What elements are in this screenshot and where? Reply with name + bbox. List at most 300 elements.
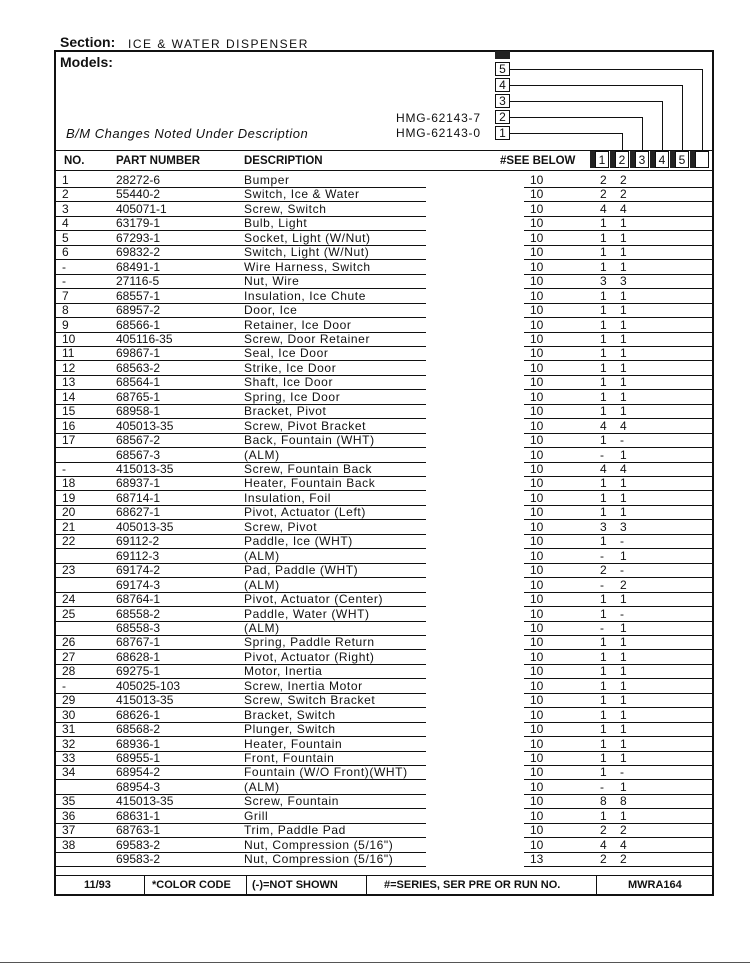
qty-series-1: 1 <box>600 245 607 260</box>
see-below-value: 10 <box>530 404 544 419</box>
table-row <box>54 245 714 259</box>
qty-series-2: 1 <box>620 779 627 794</box>
see-below-value: 10 <box>530 303 544 318</box>
table-row <box>54 809 714 823</box>
qty-series-2: 4 <box>620 462 627 476</box>
qty-series-2: 1 <box>620 620 627 635</box>
part-number: 68767-1 <box>116 635 161 650</box>
see-below-value: 10 <box>530 360 544 375</box>
item-number: 27 <box>62 649 76 664</box>
page-bottom-rule <box>0 962 750 963</box>
qty-series-1: 3 <box>600 274 607 289</box>
see-below-value: 10 <box>530 837 544 852</box>
table-row <box>54 346 714 360</box>
col-header-series-5b <box>695 151 709 168</box>
part-number: 69832-2 <box>116 245 161 260</box>
see-below-value: 10 <box>530 245 544 260</box>
part-number: 68626-1 <box>116 707 161 722</box>
part-number: 68764-1 <box>116 592 161 607</box>
item-number: 24 <box>62 592 76 607</box>
see-below-value: 10 <box>530 823 544 838</box>
footer-color-code: *COLOR CODE <box>152 879 231 891</box>
item-number: 16 <box>62 418 76 433</box>
qty-series-2: - <box>620 563 624 578</box>
see-below-value: 10 <box>530 649 544 664</box>
qty-series-1: 1 <box>600 346 607 361</box>
table-row <box>54 274 714 288</box>
part-number: 69867-1 <box>116 346 161 361</box>
model-name: HMG-62143-0 <box>396 126 481 140</box>
part-description: Switch, Ice & Water <box>244 187 360 202</box>
qty-series-2: 1 <box>620 346 627 361</box>
qty-series-1: 1 <box>600 664 607 679</box>
see-below-value: 10 <box>530 173 544 187</box>
part-number: 68557-1 <box>116 288 161 303</box>
item-number: 34 <box>62 765 76 780</box>
part-number: 68765-1 <box>116 389 161 404</box>
qty-series-1: 1 <box>600 230 607 245</box>
see-below-value: 10 <box>530 678 544 693</box>
table-row <box>54 578 714 592</box>
qty-series-2: 3 <box>620 274 627 289</box>
col-header-description: DESCRIPTION <box>244 155 323 167</box>
see-below-value: 10 <box>530 765 544 780</box>
part-description: Wire Harness, Switch <box>244 259 371 274</box>
col-header-see-below: #SEE BELOW <box>500 155 576 167</box>
table-row <box>54 187 714 201</box>
part-number: 69174-3 <box>116 577 161 592</box>
part-description: Fountain (W/O Front)(WHT) <box>244 765 408 780</box>
qty-series-1: 3 <box>600 519 607 534</box>
qty-series-1: 2 <box>600 173 607 187</box>
table-row <box>54 621 714 635</box>
qty-series-1: - <box>600 548 604 563</box>
item-number: 18 <box>62 476 76 491</box>
qty-series-2: 2 <box>620 173 627 187</box>
qty-series-2: 4 <box>620 201 627 216</box>
see-below-value: 10 <box>530 274 544 289</box>
table-row <box>54 361 714 375</box>
table-row <box>54 303 714 317</box>
part-number: 68958-1 <box>116 404 161 419</box>
col-header-series-2: 2 <box>615 151 629 168</box>
qty-series-1: 1 <box>600 360 607 375</box>
qty-series-1: 1 <box>600 678 607 693</box>
qty-series-2: 1 <box>620 808 627 823</box>
series-box-1: 1 <box>495 126 510 140</box>
item-number: 28 <box>62 664 76 679</box>
part-description: Screw, Switch Bracket <box>244 693 376 708</box>
qty-series-1: 1 <box>600 592 607 607</box>
see-below-value: 10 <box>530 389 544 404</box>
qty-series-1: 4 <box>600 462 607 476</box>
qty-series-2: 1 <box>620 505 627 520</box>
table-row <box>54 722 714 736</box>
table-row <box>54 202 714 216</box>
table-row <box>54 852 714 866</box>
item-number: 20 <box>62 505 76 520</box>
see-below-value: 10 <box>530 563 544 578</box>
qty-series-2: 8 <box>620 794 627 809</box>
series-connector <box>510 101 662 102</box>
qty-series-2: 1 <box>620 722 627 737</box>
part-description: Nut, Compression (5/16") <box>244 852 394 867</box>
part-number: 69583-2 <box>116 837 161 852</box>
footer-series-note: #=SERIES, SER PRE OR RUN NO. <box>384 879 561 891</box>
qty-series-1: 1 <box>600 404 607 419</box>
part-description: (ALM) <box>244 548 280 563</box>
part-description: Trim, Paddle Pad <box>244 823 346 838</box>
part-description: Screw, Fountain <box>244 794 340 809</box>
qty-series-1: 4 <box>600 837 607 852</box>
item-number: 9 <box>62 317 69 332</box>
qty-series-2: - <box>620 606 624 621</box>
part-number: 68627-1 <box>116 505 161 520</box>
series-box-4: 4 <box>495 78 510 92</box>
qty-series-2: 1 <box>620 664 627 679</box>
item-number: 23 <box>62 563 76 578</box>
part-number: 415013-35 <box>116 794 174 809</box>
part-description: Screw, Inertia Motor <box>244 678 363 693</box>
part-number: 68763-1 <box>116 823 161 838</box>
see-below-value: 10 <box>530 519 544 534</box>
qty-series-2: 1 <box>620 375 627 390</box>
qty-series-1: 1 <box>600 751 607 765</box>
see-below-value: 10 <box>530 259 544 274</box>
qty-series-2: 1 <box>620 678 627 693</box>
qty-series-1: - <box>600 447 604 462</box>
see-below-value: 10 <box>530 230 544 245</box>
series-box-2: 2 <box>495 110 510 124</box>
item-number: 4 <box>62 216 69 231</box>
see-below-value: 10 <box>530 664 544 679</box>
part-description: Heater, Fountain <box>244 736 343 751</box>
part-number: 68558-2 <box>116 606 161 621</box>
qty-series-1: 2 <box>600 563 607 578</box>
series-box-3: 3 <box>495 94 510 108</box>
see-below-value: 10 <box>530 433 544 448</box>
table-row <box>54 751 714 765</box>
part-number: 68955-1 <box>116 751 161 765</box>
see-below-value: 10 <box>530 736 544 751</box>
table-row <box>54 390 714 404</box>
table-row <box>54 549 714 563</box>
part-description: Spring, Ice Door <box>244 389 341 404</box>
part-number: 415013-35 <box>116 462 174 476</box>
series-connector <box>662 101 663 151</box>
qty-series-2: 1 <box>620 259 627 274</box>
qty-series-2: 1 <box>620 317 627 332</box>
see-below-value: 10 <box>530 505 544 520</box>
part-number: 27116-5 <box>116 274 160 289</box>
part-number: 68567-2 <box>116 433 161 448</box>
see-below-value: 10 <box>530 216 544 231</box>
qty-series-1: 1 <box>600 808 607 823</box>
part-number: 405013-35 <box>116 418 174 433</box>
qty-series-1: 1 <box>600 331 607 346</box>
part-number: 405116-35 <box>116 331 173 346</box>
qty-series-1: 1 <box>600 707 607 722</box>
see-below-value: 10 <box>530 635 544 650</box>
see-below-value: 13 <box>530 852 544 867</box>
item-number: 12 <box>62 360 76 375</box>
see-below-value: 10 <box>530 346 544 361</box>
item-number: 7 <box>62 288 69 303</box>
item-number: 33 <box>62 751 76 765</box>
qty-series-2: 1 <box>620 635 627 650</box>
part-description: Retainer, Ice Door <box>244 317 352 332</box>
part-description: Insulation, Foil <box>244 490 331 505</box>
see-below-value: 10 <box>530 288 544 303</box>
qty-series-2: 1 <box>620 707 627 722</box>
see-below-value: 10 <box>530 620 544 635</box>
part-description: Bumper <box>244 173 290 187</box>
item-number: 19 <box>62 490 76 505</box>
part-number: 68628-1 <box>116 649 161 664</box>
see-below-value: 10 <box>530 490 544 505</box>
qty-series-1: 4 <box>600 418 607 433</box>
see-below-value: 10 <box>530 476 544 491</box>
qty-series-1: 2 <box>600 823 607 838</box>
item-number: 8 <box>62 303 69 318</box>
part-number: 415013-35 <box>116 693 174 708</box>
part-number: 69112-3 <box>116 548 160 563</box>
qty-series-2: 1 <box>620 245 627 260</box>
part-description: Bulb, Light <box>244 216 308 231</box>
qty-series-2: 1 <box>620 303 627 318</box>
models-label: Models: <box>60 54 113 70</box>
footer-divider <box>246 876 247 896</box>
footer-doc-id: MWRA164 <box>628 879 682 891</box>
qty-series-1: 1 <box>600 736 607 751</box>
item-number: 13 <box>62 375 76 390</box>
part-number: 68563-2 <box>116 360 161 375</box>
part-description: Insulation, Ice Chute <box>244 288 367 303</box>
item-number: 3 <box>62 201 69 216</box>
item-number: - <box>62 259 66 274</box>
series-connector <box>622 133 623 151</box>
part-number: 69174-2 <box>116 563 161 578</box>
qty-series-2: 3 <box>620 519 627 534</box>
table-row <box>54 708 714 722</box>
part-number: 68936-1 <box>116 736 161 751</box>
series-connector <box>510 117 642 118</box>
see-below-value: 10 <box>530 375 544 390</box>
item-number: 26 <box>62 635 76 650</box>
table-row <box>54 780 714 794</box>
part-number: 68954-2 <box>116 765 161 780</box>
qty-series-2: 2 <box>620 187 627 202</box>
qty-series-2: 1 <box>620 649 627 664</box>
qty-series-2: 1 <box>620 389 627 404</box>
part-description: Paddle, Ice (WHT) <box>244 534 353 549</box>
table-row <box>54 260 714 274</box>
see-below-value: 10 <box>530 606 544 621</box>
qty-series-2: 1 <box>620 736 627 751</box>
see-below-value: 10 <box>530 201 544 216</box>
qty-series-1: - <box>600 577 604 592</box>
qty-series-2: 1 <box>620 490 627 505</box>
item-number: 15 <box>62 404 76 419</box>
part-description: Grill <box>244 808 269 823</box>
qty-series-1: 1 <box>600 606 607 621</box>
qty-series-2: 1 <box>620 230 627 245</box>
qty-series-1: 2 <box>600 187 607 202</box>
part-description: Screw, Pivot Bracket <box>244 418 367 433</box>
part-description: Screw, Fountain Back <box>244 462 373 476</box>
item-number: 5 <box>62 230 69 245</box>
table-row <box>54 679 714 693</box>
table-row <box>54 491 714 505</box>
row-underline <box>524 866 712 867</box>
part-number: 405013-35 <box>116 519 174 534</box>
col-header-series-4: 4 <box>655 151 669 168</box>
part-description: Pivot, Actuator (Left) <box>244 505 366 520</box>
table-row <box>54 375 714 389</box>
series-connector <box>510 85 682 86</box>
col-header-part-number: PART NUMBER <box>116 155 201 167</box>
qty-series-2: 2 <box>620 823 627 838</box>
qty-series-2: 1 <box>620 693 627 708</box>
see-below-value: 10 <box>530 794 544 809</box>
table-row <box>54 693 714 707</box>
qty-series-1: - <box>600 620 604 635</box>
part-description: Bracket, Pivot <box>244 404 327 419</box>
item-number: - <box>62 678 66 693</box>
qty-series-1: 1 <box>600 693 607 708</box>
item-number: 35 <box>62 794 76 809</box>
qty-series-2: - <box>620 433 624 448</box>
part-number: 68566-1 <box>116 317 161 332</box>
qty-series-1: 1 <box>600 505 607 520</box>
qty-series-2: 1 <box>620 447 627 462</box>
item-number: 10 <box>62 331 76 346</box>
table-row <box>54 838 714 852</box>
qty-series-1: 4 <box>600 201 607 216</box>
part-description: (ALM) <box>244 779 280 794</box>
col-header-series-3: 3 <box>635 151 649 168</box>
qty-series-2: - <box>620 765 624 780</box>
qty-series-1: 1 <box>600 635 607 650</box>
footer-divider <box>144 876 145 896</box>
part-description: Heater, Fountain Back <box>244 476 376 491</box>
section-label: Section: <box>60 34 116 50</box>
qty-series-1: 8 <box>600 794 607 809</box>
part-number: 69275-1 <box>116 664 161 679</box>
table-row <box>54 563 714 577</box>
qty-series-2: 1 <box>620 476 627 491</box>
part-description: (ALM) <box>244 577 280 592</box>
item-number: 31 <box>62 722 76 737</box>
see-below-value: 10 <box>530 331 544 346</box>
part-description: Bracket, Switch <box>244 707 336 722</box>
qty-series-2: 1 <box>620 360 627 375</box>
bm-changes-note: B/M Changes Noted Under Description <box>66 126 309 141</box>
table-row <box>54 635 714 649</box>
part-description: Door, Ice <box>244 303 298 318</box>
table-row <box>54 433 714 447</box>
table-row <box>54 216 714 230</box>
part-description: Seal, Ice Door <box>244 346 329 361</box>
see-below-value: 10 <box>530 548 544 563</box>
part-description: Back, Fountain (WHT) <box>244 433 375 448</box>
series-connector <box>702 69 703 151</box>
see-below-value: 10 <box>530 808 544 823</box>
qty-series-1: 1 <box>600 303 607 318</box>
qty-series-1: 1 <box>600 216 607 231</box>
item-number: 29 <box>62 693 76 708</box>
table-row <box>54 607 714 621</box>
table-row <box>54 173 714 187</box>
table-row <box>54 318 714 332</box>
col-header-series-1: 1 <box>595 151 609 168</box>
model-name: HMG-62143-7 <box>396 111 481 125</box>
series-connector <box>642 117 643 151</box>
see-below-value: 10 <box>530 447 544 462</box>
series-connector <box>682 85 683 151</box>
series-connector <box>510 133 622 134</box>
part-description: Socket, Light (W/Nut) <box>244 230 371 245</box>
table-row <box>54 794 714 808</box>
qty-series-2: 1 <box>620 548 627 563</box>
footer-divider <box>596 876 597 896</box>
table-row <box>54 231 714 245</box>
see-below-value: 10 <box>530 779 544 794</box>
part-number: 68957-2 <box>116 303 161 318</box>
qty-series-1: 1 <box>600 490 607 505</box>
table-row <box>54 823 714 837</box>
part-description: Nut, Compression (5/16") <box>244 837 394 852</box>
table-row <box>54 664 714 678</box>
qty-series-2: 1 <box>620 751 627 765</box>
part-description: Pivot, Actuator (Center) <box>244 592 384 607</box>
see-below-value: 10 <box>530 693 544 708</box>
part-number: 68558-3 <box>116 620 161 635</box>
footer-divider <box>366 876 367 896</box>
part-description: Plunger, Switch <box>244 722 336 737</box>
item-number: 21 <box>62 519 76 534</box>
part-description: (ALM) <box>244 620 280 635</box>
qty-series-1: 1 <box>600 259 607 274</box>
see-below-value: 10 <box>530 462 544 476</box>
qty-series-1: 1 <box>600 389 607 404</box>
part-number: 69112-2 <box>116 534 160 549</box>
qty-series-2: 4 <box>620 837 627 852</box>
part-description: Screw, Door Retainer <box>244 331 371 346</box>
qty-series-2: 1 <box>620 592 627 607</box>
item-number: 1 <box>62 173 69 187</box>
series-marker <box>495 51 510 59</box>
qty-series-1: 1 <box>600 649 607 664</box>
table-row <box>54 332 714 346</box>
qty-series-2: 4 <box>620 418 627 433</box>
see-below-value: 10 <box>530 534 544 549</box>
part-number: 68568-2 <box>116 722 161 737</box>
table-row <box>54 592 714 606</box>
table-row <box>54 737 714 751</box>
part-number: 55440-2 <box>116 187 161 202</box>
item-number: 25 <box>62 606 76 621</box>
qty-series-1: - <box>600 779 604 794</box>
qty-series-1: 1 <box>600 765 607 780</box>
part-number: 68954-3 <box>116 779 161 794</box>
item-number: 30 <box>62 707 76 722</box>
section-value: ICE & WATER DISPENSER <box>128 37 309 51</box>
item-number: 36 <box>62 808 76 823</box>
part-number: 68631-1 <box>116 808 161 823</box>
see-below-value: 10 <box>530 722 544 737</box>
item-number: 2 <box>62 187 69 202</box>
